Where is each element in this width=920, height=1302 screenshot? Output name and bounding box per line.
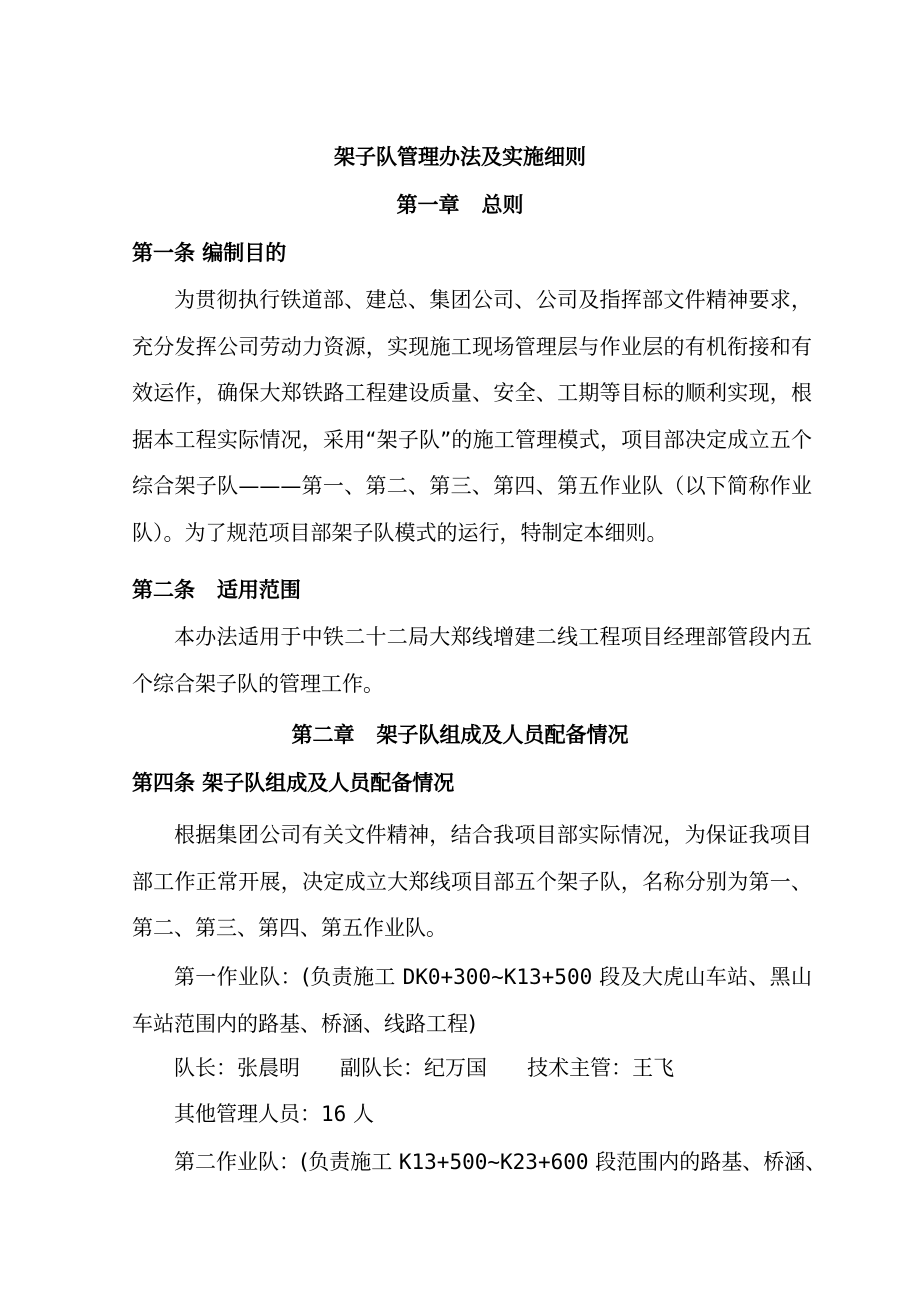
chapter-2-title-text: 第二章 架子队组成及人员配备情况 [291, 723, 629, 747]
article-2-heading-text: 第二条 适用范围 [132, 578, 301, 602]
article-4-heading: 第四条 架子队组成及人员配备情况 [132, 771, 455, 795]
chapter-1-title [0, 191, 920, 219]
team-1-other-label: 其他管理人员： [174, 1102, 321, 1126]
team-1-description [132, 954, 812, 1047]
team-2-desc-prefix: 第二作业队：(负责施工 [174, 1150, 399, 1174]
team-1-other-staff [174, 1100, 374, 1128]
document-title: 架子队管理办法及实施细则 [334, 145, 586, 169]
team-1-leaders: 队长：张晨明 副队长：纪万国 技术主管：王飞 [174, 1056, 675, 1080]
team-2-description [174, 1148, 826, 1176]
article-1-heading [132, 239, 286, 267]
team-1-desc-suffix: 段及大虎山车站、黑山车站范围内的路基、桥涵、线路工程) [132, 965, 812, 1036]
article-1-heading-text: 第一条 编制目的 [132, 241, 287, 265]
article-2-body: 本办法适用于中铁二十二局大郑线增建二线工程项目经理部管段内五个综合架子队的管理工作。 [132, 625, 812, 696]
article-4-body: 根据集团公司有关文件精神，结合我项目部实际情况，为保证我项目部工作正常开展，决定成立大郑线项目部五个架子队，名称分别为第一、第二、第三、第四、第五作业队。 [132, 823, 812, 940]
team-1-other-unit: 人 [346, 1102, 374, 1126]
article-2-heading [132, 576, 301, 604]
team-2-desc-suffix: 段范围内的路基、桥涵、 [588, 1150, 827, 1174]
team-1-desc-range: DK0+300~K13+500 [402, 965, 593, 989]
article-1-body: 为贯彻执行铁道部、建总、集团公司、公司及指挥部文件精神要求，充分发挥公司劳动力资源，实现施工现场管理层与作业层的有机衔接和有效运作，确保大郑铁路工程建设质量、安全、工期等目标的顺利实现，根据本工程实际情况，采用“架子队”的施工管理模式，项目部决定成立五个综合架子队———第一、第二、第三、第四、第五作业队（以下简称作业队）。为了规范项目部架子队模式的运行，特制定本细则。 [132, 288, 812, 545]
team-2-desc-range: K13+500~K23+600 [398, 1150, 589, 1174]
chapter-1-title-text: 第一章 总则 [396, 193, 524, 217]
team-1-other-count: 16 [321, 1102, 347, 1126]
chapter-2-title [0, 721, 920, 749]
team-1-desc-prefix: 第一作业队：(负责施工 [174, 965, 403, 989]
